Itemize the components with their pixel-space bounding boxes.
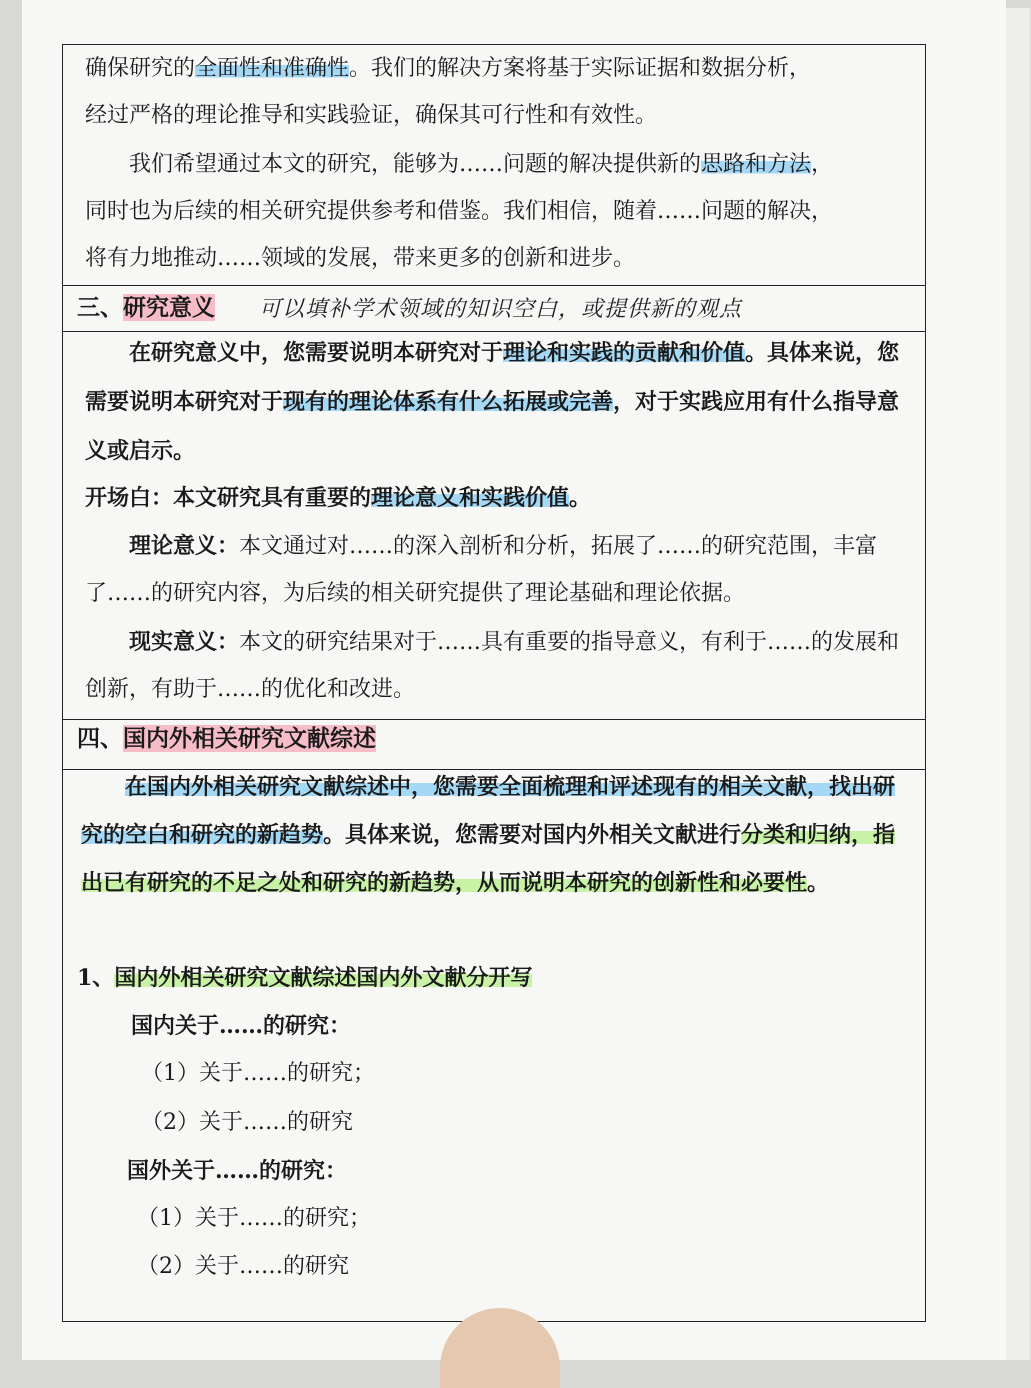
text: 。具体来说，您需要说明本研究对于 [85, 340, 900, 415]
section3-intro [85, 329, 911, 476]
text: 本文的研究结果对于……具有重要的指导意义，有利于……的发展和创新，有助于……的优化和改进。 [85, 630, 900, 702]
section4-intro [81, 763, 911, 907]
domestic-item-2: （2）关于……的研究 [141, 1110, 353, 1135]
label: 现实意义： [129, 629, 240, 655]
text: 我们希望通过本文的研究，能够为……问题的解决提供新的 [129, 152, 702, 177]
text: 同时也为后续的相关研究提供参考和借鉴。我们相信，随着……问题的解决， [85, 199, 834, 224]
text: ， [811, 152, 834, 177]
block1-line2: 经过严格的理论推导和实践验证，确保其可行性和有效性。 [85, 103, 658, 128]
divider [63, 719, 925, 720]
number: 1、 [77, 965, 115, 991]
section3-header-row [63, 286, 925, 330]
highlight-blue: 全面性和准确性 [195, 56, 350, 81]
theory-significance [85, 523, 911, 617]
opening-statement [85, 475, 911, 522]
text: 。 [569, 485, 592, 511]
text: ，对于实践应用有什么指导意义或启示。 [85, 389, 900, 464]
block1-line1 [85, 45, 911, 92]
text: 将有力地推动……领域的发展，带来更多的创新和进步。 [85, 246, 636, 271]
block1-para2 [85, 141, 911, 282]
text: 。具体来说，您需要对国内外相关文献进行 [323, 822, 742, 848]
text: 。我们的解决方案将基于实际证据和数据分析， [349, 56, 812, 81]
practice-significance [85, 619, 911, 713]
section-title: 国内外相关研究文献综述 [123, 725, 376, 752]
text: 。 [807, 870, 830, 896]
highlight-green: 分类和归纳，指出已有研究的不足之处和研究的新趋势，从而说明本研究的创新性和必要性 [81, 822, 896, 896]
text: 开场白：本文研究具有重要的 [85, 485, 372, 511]
text: 本文通过对……的深入剖析和分析，拓展了……的研究范围，丰富了……的研究内容，为后续的相关研究提供了理论基础和理论依据。 [85, 534, 878, 606]
foreign-item-1: （1）关于……的研究； [137, 1206, 371, 1231]
section3-heading [77, 290, 215, 326]
handwritten-note: 可以填补学术领域的知识空白，或提供新的观点 [259, 297, 743, 322]
highlight-blue: 理论和实践的贡献和价值 [503, 340, 746, 366]
text: 在研究意义中，您需要说明本研究对于 [129, 340, 504, 366]
section-number: 三、 [77, 294, 123, 321]
highlight-green: 国内外相关研究文献综述国内外文献分开写 [114, 965, 533, 991]
section4-heading [77, 721, 376, 757]
domestic-item-1: （1）关于……的研究； [141, 1061, 375, 1086]
section-title: 研究意义 [123, 294, 215, 321]
foreign-heading: 国外关于……的研究： [127, 1158, 348, 1184]
domestic-heading: 国内关于……的研究： [131, 1013, 352, 1039]
text: 确保研究的 [85, 56, 196, 81]
section-number: 四、 [77, 725, 123, 752]
highlight-blue: 在国内外相关研究文献综述中，您需要全面梳理和评述现有的相关文献，找出研究的空白和研究的新趋势 [81, 774, 896, 848]
highlight-blue: 思路和方法 [701, 152, 812, 177]
foreign-item-2: （2）关于……的研究 [137, 1254, 349, 1279]
label: 理论意义： [129, 533, 240, 559]
highlight-blue: 现有的理论体系有什么拓展或完善 [283, 389, 614, 415]
subsection-1 [77, 955, 911, 1002]
highlight-blue: 理论意义和实践价值 [371, 485, 570, 511]
document-table [62, 44, 926, 1322]
